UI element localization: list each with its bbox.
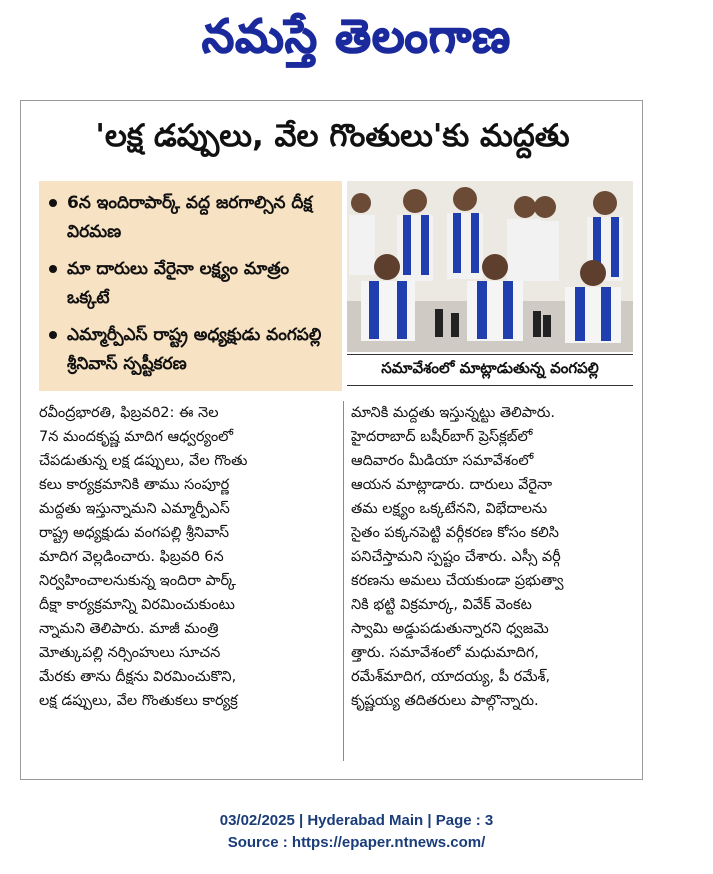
body-line: తమ లక్ష్యం ఒక్కటేనని, విభేదాలను bbox=[351, 501, 548, 517]
body-line: లక్ష డప్పులు, వేల గొంతుకలు కార్యక్ర bbox=[39, 693, 238, 709]
press-meet-photo bbox=[347, 181, 633, 352]
highlight-item bbox=[49, 189, 334, 247]
body-line: కరణను అమలు చేయకుండా ప్రభుత్వా bbox=[351, 573, 564, 589]
body-line: మానికి మద్దతు ఇస్తున్నట్టు తెలిపారు. bbox=[351, 405, 555, 421]
article-headline: 'లక్ష డప్పులు, వేల గొంతులు'కు మద్దతు bbox=[95, 117, 570, 154]
body-line: 7న మందకృష్ణ మాదిగ ఆధ్వర్యంలో bbox=[39, 429, 234, 445]
body-line: సైతం పక్కనపెట్టి వర్గీకరణ కోసం కలిసి bbox=[351, 525, 559, 541]
body-line: కలు కార్యక్రమానికి తాము సంపూర్ణ bbox=[39, 477, 230, 493]
column-divider bbox=[343, 401, 344, 761]
body-line: నిర్వహించాలనుకున్న ఇందిరా పార్క్ bbox=[39, 573, 236, 589]
press-meet-illustration bbox=[347, 181, 633, 352]
body-line: మోత్కుపల్లి నర్సింహులు సూచన bbox=[39, 645, 221, 661]
body-line: త్తారు. సమావేశంలో మధుమాదిగ, bbox=[351, 645, 539, 661]
body-line: న్నామని తెలిపారు. మాజీ మంత్రి bbox=[39, 621, 219, 637]
body-line: ఆయన మాట్లాడారు. దారులు వేరైనా bbox=[351, 477, 553, 493]
body-line: మేరకు తాను దీక్షను విరమించుకొని, bbox=[39, 669, 237, 685]
highlight-text: ఎమ్మార్పీఎస్ రాష్ట్ర అధ్యక్షుడు వంగపల్లి శ్రీనివాస్ స్పష్టీకరణ bbox=[67, 325, 322, 374]
body-line: రాష్ట్ర అధ్యక్షుడు వంగపల్లి శ్రీనివాస్ bbox=[39, 525, 230, 541]
footer-date-edition: 03/02/2025 | Hyderabad Main | Page : 3 bbox=[219, 812, 494, 829]
body-line: హైదరాబాద్ బషీర్‌బాగ్ ప్రెస్‌క్లబ్‌లో bbox=[351, 429, 533, 445]
highlight-item bbox=[49, 255, 334, 313]
body-line: చేపడుతున్న లక్ష డప్పులు, వేల గొంతు bbox=[39, 453, 248, 469]
masthead-title: నమస్తే తెలంగాణ bbox=[201, 9, 512, 63]
highlight-text: 6న ఇందిరాపార్క్ వద్ద జరగాల్సిన దీక్ష విరమణ bbox=[67, 193, 313, 242]
bullet-icon bbox=[49, 265, 57, 273]
body-line: రవీంద్రభారతి, ఫిబ్రవరి2: ఈ నెల bbox=[39, 405, 219, 421]
body-line: స్వామి అడ్డుపడుతున్నారని ధ్వజమె bbox=[351, 621, 549, 637]
body-line: పనిచేస్తామని స్పష్టం చేశారు. ఎస్సీ వర్గీ bbox=[351, 549, 561, 565]
body-line: నికి భట్టి విక్రమార్క, వివేక్ వెంకట bbox=[351, 597, 532, 613]
article-body-left bbox=[39, 401, 339, 713]
body-line: కృష్ణయ్య తదితరులు పాల్గొన్నారు. bbox=[351, 693, 539, 709]
news-clipping bbox=[20, 100, 643, 780]
body-line: మద్దతు ఇస్తున్నామని ఎమ్మార్పీఎస్ bbox=[39, 501, 230, 517]
highlight-text: మా దారులు వేరైనా లక్ష్యం మాత్రం ఒక్కటే bbox=[67, 259, 290, 308]
body-line: ఆదివారం మీడియా సమావేశంలో bbox=[351, 453, 534, 469]
article-body-right bbox=[351, 401, 633, 713]
bullet-icon bbox=[49, 199, 57, 207]
body-line: రమేశ్‌మాదిగ, యాదయ్య, పీ రమేశ్, bbox=[351, 669, 551, 685]
highlight-item bbox=[49, 321, 334, 379]
highlights-box bbox=[39, 181, 342, 391]
body-line: మాదిగ వెల్లడించారు. ఫిబ్రవరి 6న bbox=[39, 549, 224, 565]
footer-source: Source : https://epaper.ntnews.com/ bbox=[227, 834, 486, 851]
photo-caption: సమావేశంలో మాట్లాడుతున్న వంగపల్లి bbox=[347, 354, 633, 386]
bullet-icon bbox=[49, 331, 57, 339]
newspaper-masthead bbox=[0, 0, 713, 84]
body-line: దీక్షా కార్యక్రమాన్ని విరమించుకుంటు bbox=[39, 597, 235, 613]
